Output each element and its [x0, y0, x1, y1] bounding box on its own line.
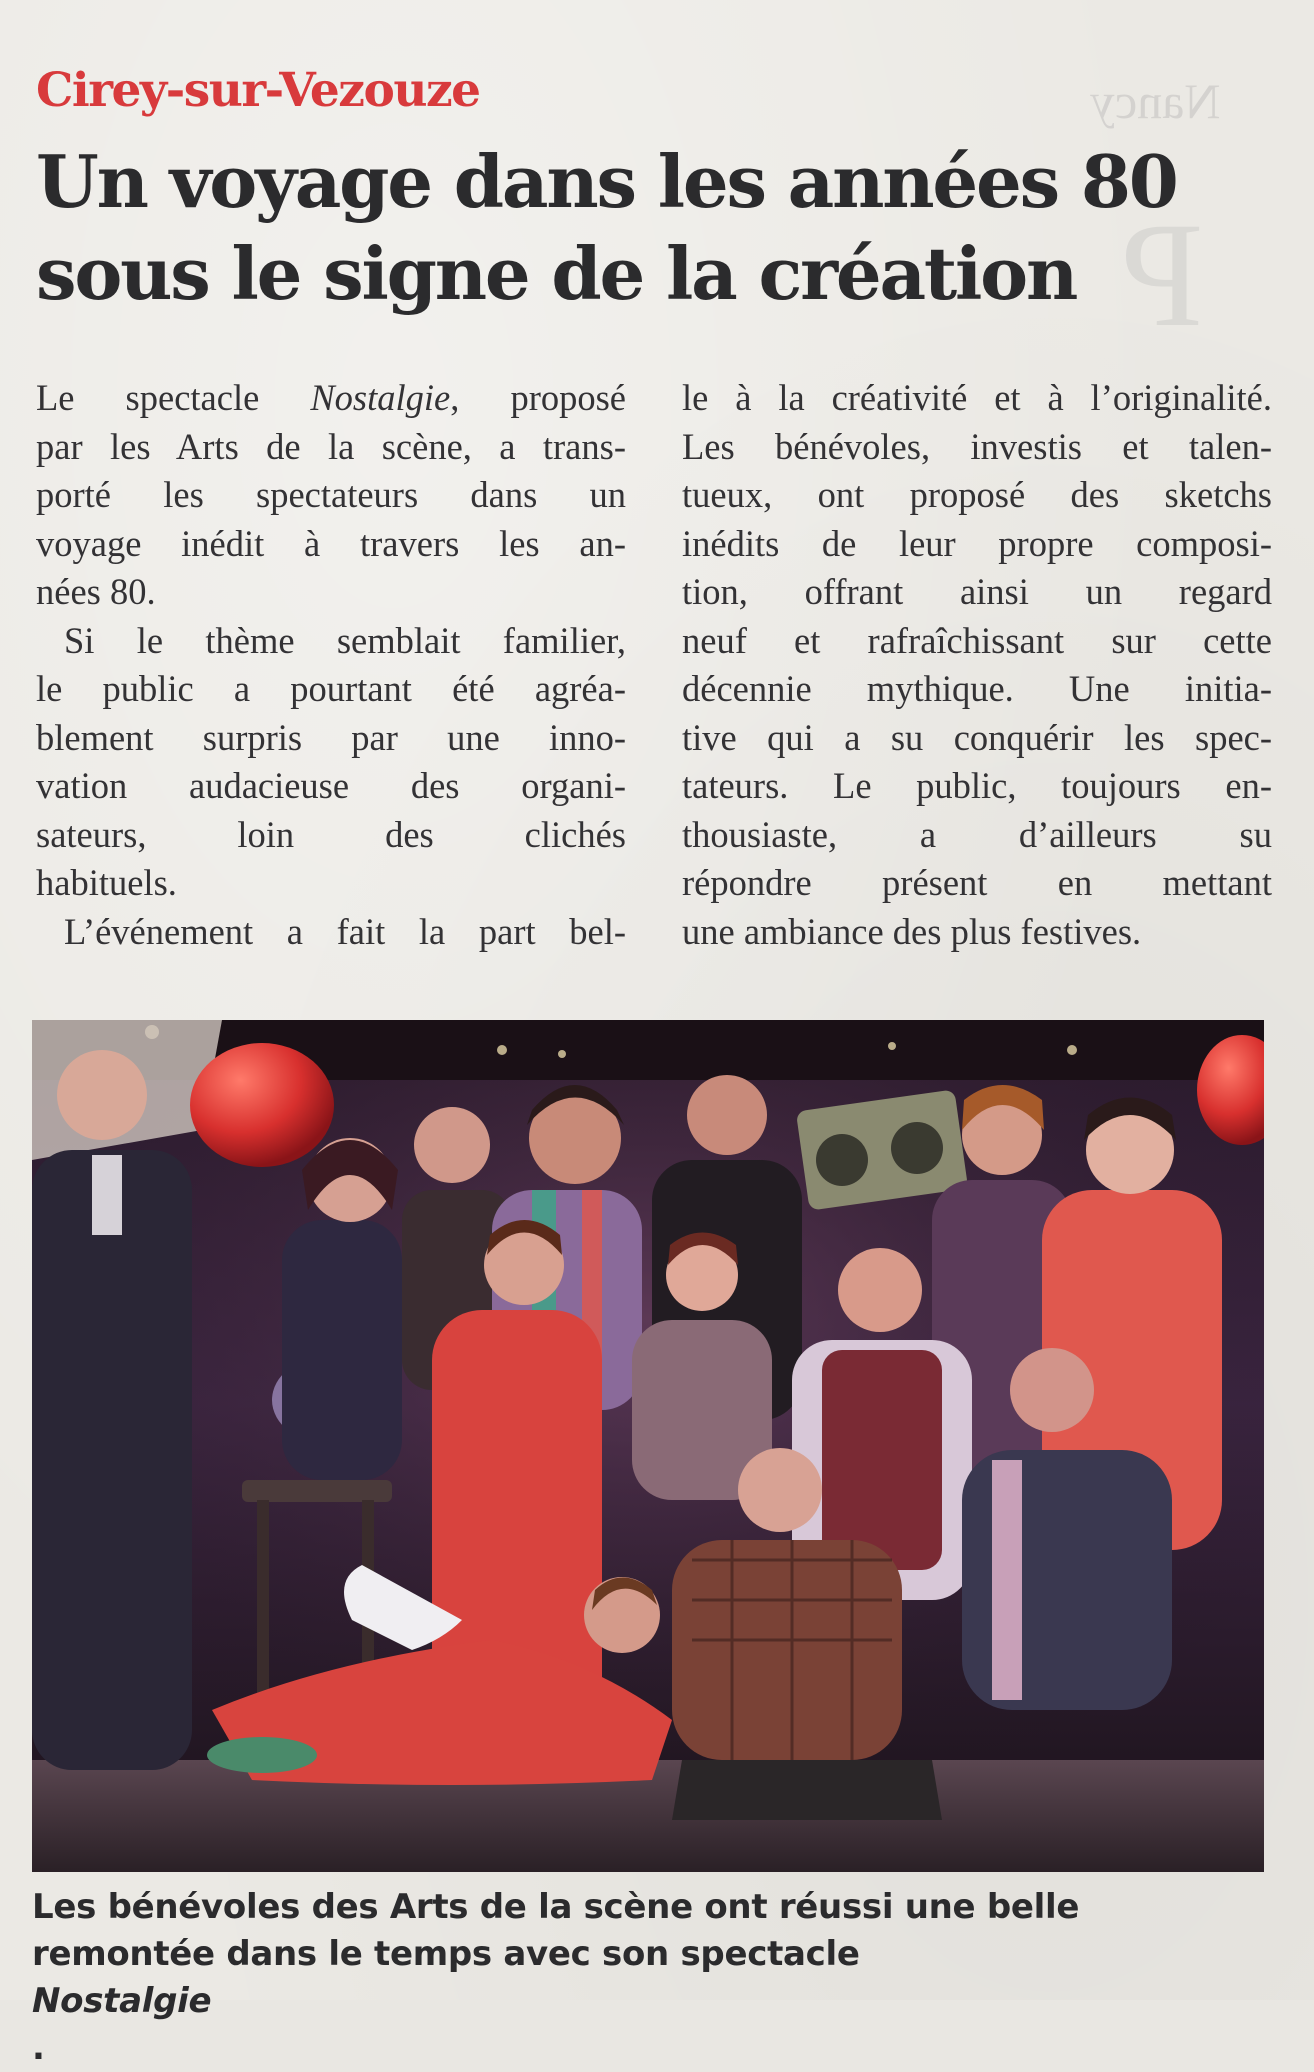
body-line: le à la créativité et à l’originalité.: [682, 377, 1272, 418]
body-line: Le spectacle Nostalgie, proposé: [36, 377, 626, 418]
caption-line-2: remontée dans le temps avec son spectacle Nostalgie .: [32, 1934, 860, 2068]
body-line: tion, offrant ainsi un regard: [682, 571, 1272, 612]
body-line: par les Arts de la scène, a trans-: [36, 425, 626, 467]
body-line: une ambiance des plus festives.: [682, 910, 1142, 952]
group-photo: [32, 1020, 1264, 1872]
body-line: tueux, ont proposé des sketchs: [682, 474, 1272, 515]
body-line: Les bénévoles, investis et talen-: [682, 425, 1272, 467]
section-label: Cirey-sur-Vezouze: [36, 63, 480, 118]
body-line: tateurs. Le public, toujours en-: [682, 765, 1272, 806]
caption-line-1: Les bénévoles des Arts de la scène ont réussi une belle: [32, 1887, 1080, 1927]
body-line: décennie mythique. Une initia-: [682, 668, 1272, 709]
body-line: thousiaste, a d’ailleurs su: [682, 813, 1272, 855]
body-line: tive qui a su conquérir les spec-: [682, 716, 1272, 758]
body-line: L’événement a fait la part bel-: [64, 910, 626, 952]
body-line: nées 80.: [36, 571, 156, 612]
body-line: voyage inédit à travers les an-: [36, 522, 626, 564]
headline-line-2: sous le signe de la création: [36, 231, 1077, 316]
body-line: neuf et rafraîchissant sur cette: [682, 619, 1272, 661]
bleed-through-text: Nancy: [1090, 73, 1221, 129]
headline: [36, 136, 1286, 320]
bleed-through-letters: P: [1120, 192, 1204, 358]
body-line: Si le thème semblait familier,: [64, 619, 626, 661]
body-column-right: [682, 374, 1272, 956]
group-photo-illustration: [32, 1020, 1264, 1872]
body-column-left: [36, 374, 626, 956]
photo-caption: [32, 1884, 1282, 2072]
body-line: blement surpris par une inno-: [36, 716, 626, 758]
body-line: répondre présent en mettant: [682, 862, 1272, 903]
body-line: habituels.: [36, 862, 177, 903]
body-line: inédits de leur propre composi-: [682, 522, 1272, 564]
body-line: vation audacieuse des organi-: [36, 765, 626, 806]
body-line: le public a pourtant été agréa-: [36, 668, 626, 709]
body-line: sateurs, loin des clichés: [36, 813, 626, 855]
body-line: porté les spectateurs dans un: [36, 474, 626, 515]
headline-line-1: Un voyage dans les années 80: [36, 139, 1177, 224]
